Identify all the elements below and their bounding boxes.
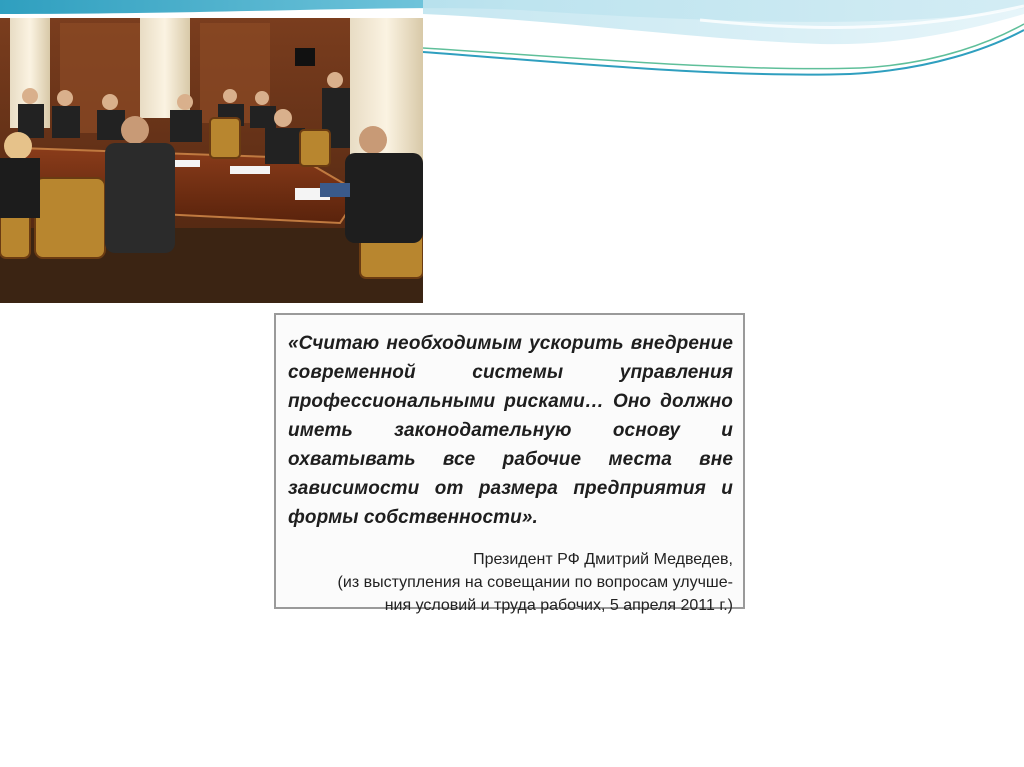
quote-attribution [288, 548, 733, 617]
quote-text: «Считаю необходимым ускорить внедрение современной системы управления профессиональными рисками… Оно должно иметь законодательную основу и охватывать все рабочие места вне зависимости от размера предприятия и формы собственности». [288, 333, 733, 528]
quote-box [274, 313, 745, 614]
meeting-room-photo [0, 18, 423, 303]
quote-author: Президент РФ Дмитрий Медведев, [473, 551, 733, 568]
quote-source-line-2: ния условий и труда рабочих, 5 апреля 2011 г.) [384, 597, 733, 614]
quote-source-line-1: (из выступления на совещании по вопросам улучше- [337, 574, 733, 591]
